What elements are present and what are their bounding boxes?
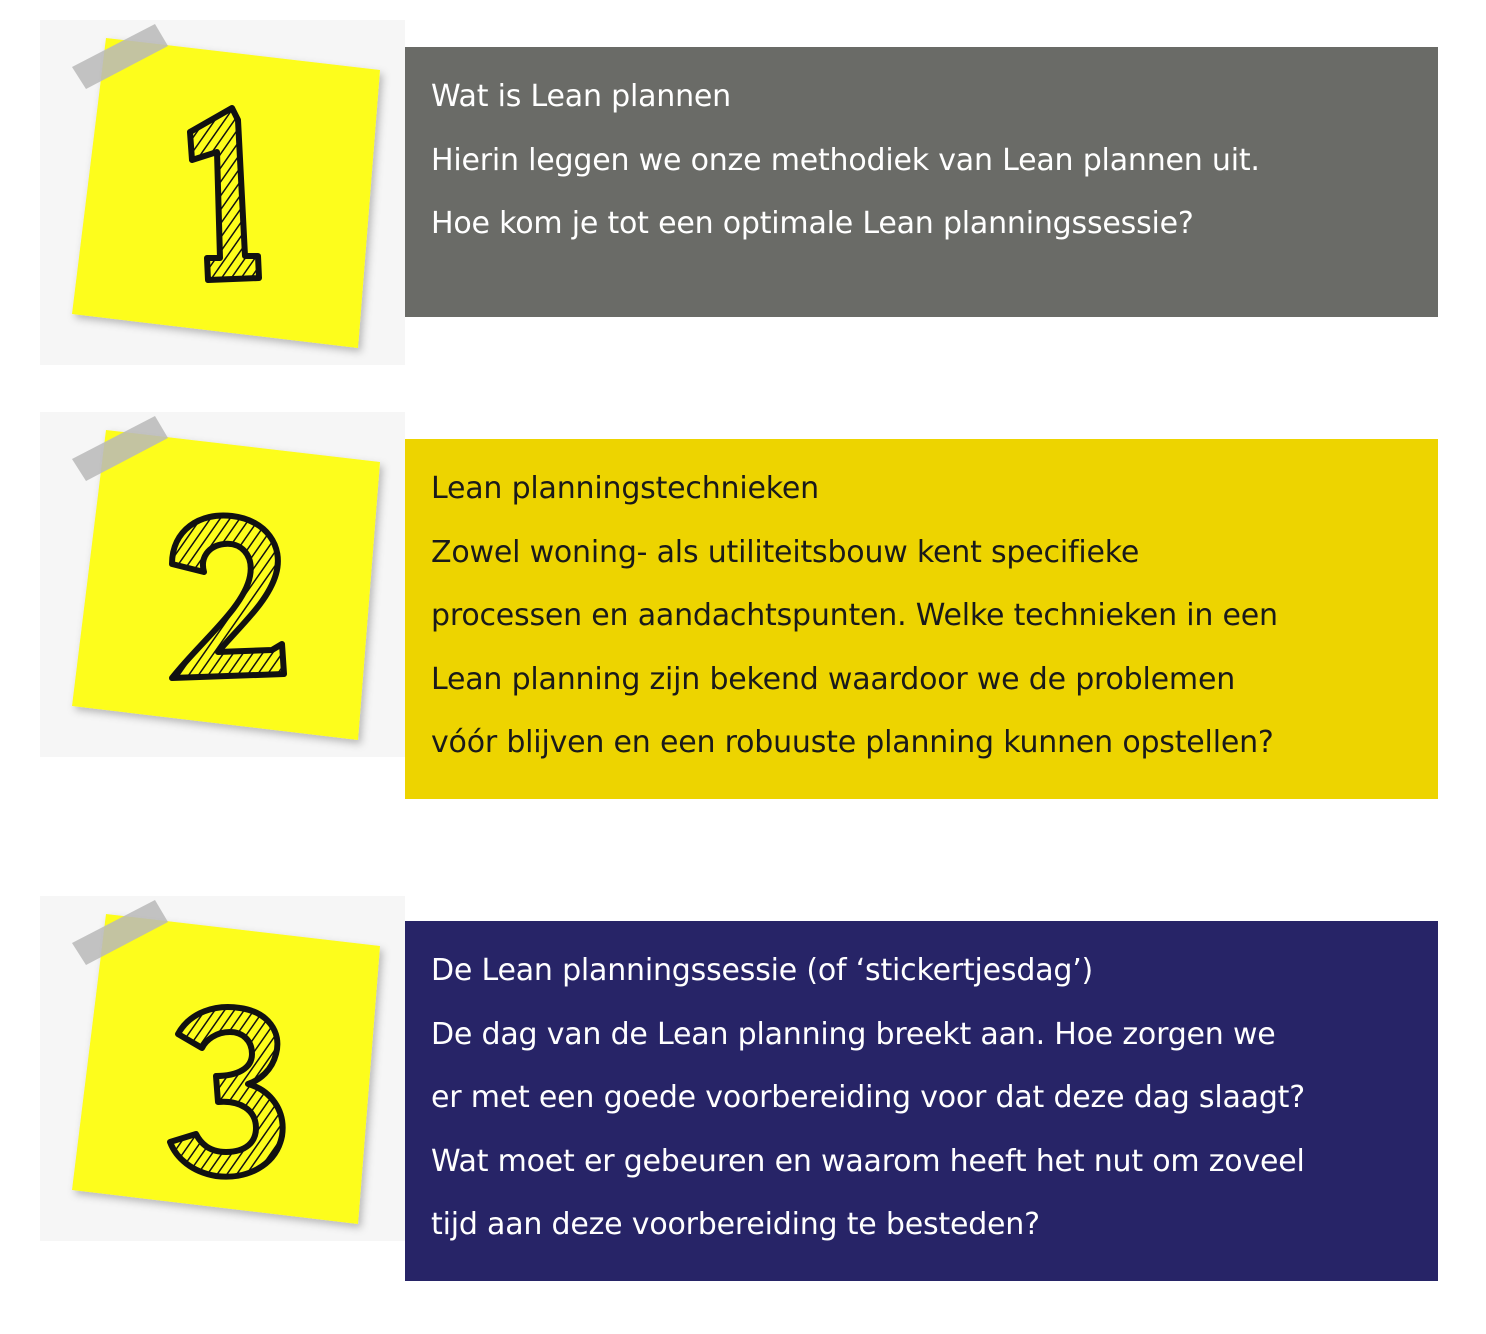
sticky-note-icon xyxy=(40,20,405,365)
panel-3-line-4: Wat moet er gebeuren en waarom heeft het nut om zoveel xyxy=(431,1143,1305,1179)
panel-1 xyxy=(405,47,1438,317)
panel-2-line-5: vóór blijven en een robuuste planning kunnen opstellen? xyxy=(431,725,1274,760)
step-3 xyxy=(0,876,1486,1306)
panel-1-line-3: Hoe kom je tot een optimale Lean planningssessie? xyxy=(431,206,1194,241)
panel-2-title: Lean planningstechnieken xyxy=(431,471,819,506)
panel-3 xyxy=(405,921,1438,1281)
panel-2-line-3: processen en aandachtspunten. Welke technieken in een xyxy=(431,598,1278,633)
panel-3-title: De Lean planningssessie (of ‘stickertjesdag’) xyxy=(431,953,1094,988)
panel-2-line-2: Zowel woning- als utiliteitsbouw kent specifieke xyxy=(431,534,1140,570)
panel-3-line-2: De dag van de Lean planning breekt aan. Hoe zorgen we xyxy=(431,1016,1276,1052)
panel-2 xyxy=(405,439,1438,799)
panel-3-line-5: tijd aan deze voorbereiding te besteden? xyxy=(431,1207,1040,1242)
step-1 xyxy=(0,0,1486,380)
sticky-note-3 xyxy=(40,896,405,1241)
sticky-note-1 xyxy=(40,20,405,365)
sticky-note-icon xyxy=(40,896,405,1241)
panel-1-title: Wat is Lean plannen xyxy=(431,79,731,114)
sticky-note-icon xyxy=(40,412,405,757)
panel-2-line-4: Lean planning zijn bekend waardoor we de problemen xyxy=(431,661,1236,697)
panel-1-line-2: Hierin leggen we onze methodiek van Lean plannen uit. xyxy=(431,142,1260,178)
panel-3-line-3: er met een goede voorbereiding voor dat deze dag slaagt? xyxy=(431,1080,1305,1115)
note-paper xyxy=(72,430,380,740)
step-2 xyxy=(0,392,1486,812)
sticky-note-2 xyxy=(40,412,405,757)
